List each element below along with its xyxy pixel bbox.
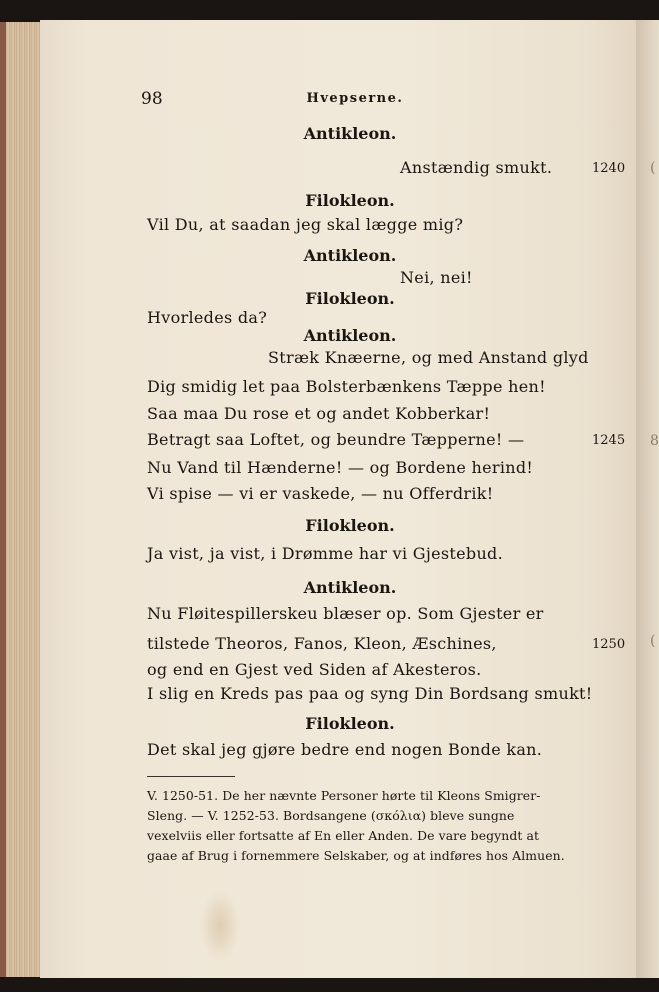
page-number: 98 <box>141 89 163 109</box>
verse-line: tilstede Theoros, Fanos, Kleon, Æschines, <box>147 634 497 653</box>
verse-line: I slig en Kreds pas paa og syng Din Bordsang smukt! <box>147 684 593 703</box>
verse-number: 1250 <box>592 637 626 652</box>
footnote-rule <box>147 776 235 777</box>
verse-number: 1245 <box>592 433 626 448</box>
verse-line: Vil Du, at saadan jeg skal lægge mig? <box>147 215 464 234</box>
running-title: Hvepserne. <box>306 91 404 106</box>
verse-number: 1240 <box>592 161 626 176</box>
speaker-name: Filokleon. <box>305 191 395 210</box>
verse-line: Nu Fløitespillerskeu blæser op. Som Gjester er <box>147 604 544 623</box>
verse-line: Nu Vand til Hænderne! — og Bordene herind! <box>147 458 534 477</box>
footnote-line: V. 1250-51. De her nævnte Personer hørte til Kleons Smigrer- <box>147 788 541 803</box>
verse-line: Vi spise — vi er vaskede, — nu Offerdrik! <box>147 484 494 503</box>
verse-line: Betragt saa Loftet, og beundre Tæpperne! — <box>147 430 525 449</box>
verse-line: Anstændig smukt. <box>400 158 553 177</box>
speaker-name: Antikleon. <box>303 326 397 345</box>
verse-line: Hvorledes da? <box>147 308 268 327</box>
verse-line: Nei, nei! <box>400 268 473 287</box>
speaker-name: Filokleon. <box>305 289 395 308</box>
footnote-line: gaae af Brug i fornemmere Selskaber, og at indføres hos Almuen. <box>147 848 565 863</box>
footnote-line: Sleng. — V. 1252-53. Bordsangene (σκόλια) bleve sungne <box>147 808 515 823</box>
margin-mark: ( <box>650 633 656 649</box>
speaker-name: Antikleon. <box>303 246 397 265</box>
verse-line: og end en Gjest ved Siden af Akesteros. <box>147 660 482 679</box>
speaker-name: Antikleon. <box>303 124 397 143</box>
margin-mark: ( <box>650 160 656 176</box>
speaker-name: Antikleon. <box>303 578 397 597</box>
footnote-line: vexelviis eller fortsatte af En eller Anden. De vare begyndt at <box>147 828 540 843</box>
speaker-name: Filokleon. <box>305 714 395 733</box>
footnote <box>147 786 599 866</box>
verse-line: Saa maa Du rose et og andet Kobberkar! <box>147 404 491 423</box>
speaker-name: Filokleon. <box>305 516 395 535</box>
verse-line: Dig smidig let paa Bolsterbænkens Tæppe hen! <box>147 377 546 396</box>
verse-line: Ja vist, ja vist, i Drømme har vi Gjestebud. <box>147 544 503 563</box>
margin-mark: 8 <box>650 433 659 449</box>
verse-line: Stræk Knæerne, og med Anstand glyd <box>268 348 589 367</box>
verse-line: Det skal jeg gjøre bedre end nogen Bonde kan. <box>147 740 543 759</box>
